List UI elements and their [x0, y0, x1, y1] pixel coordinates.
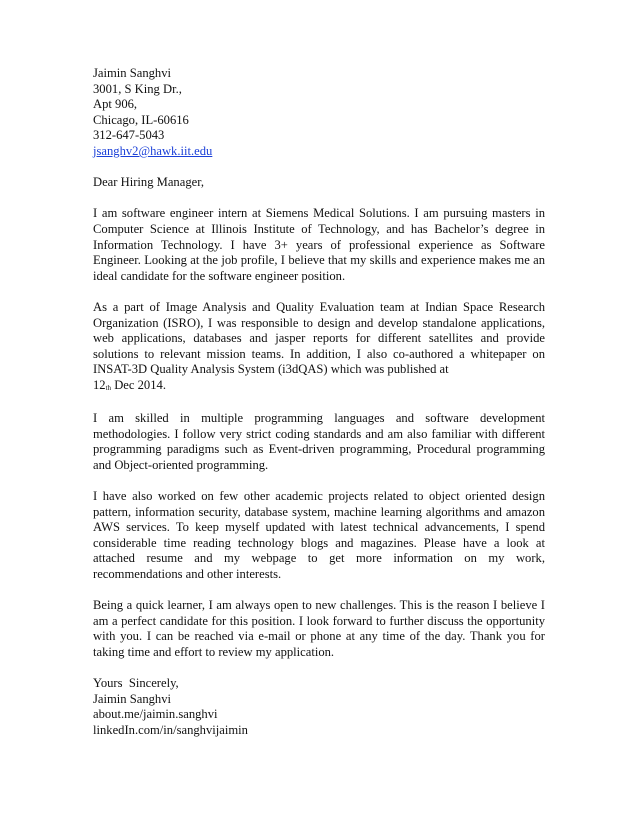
- paragraph-projects: I have also worked on few other academic projects related to object oriented design pattern, information security, database system, machine learning algorithms and amazon AWS services. To keep myself updated with latest technical advancements, I spend considerable time reading technology blogs and magazines. Please have a look at attached resume and my webpage to get more information on my work, recommendations and other interests.: [93, 489, 545, 581]
- sender-email-link[interactable]: jsanghv2@hawk.iit.edu: [93, 143, 213, 158]
- paragraph-isro: [93, 300, 545, 396]
- sender-street: 3001, S King Dr.,: [93, 81, 182, 96]
- paragraph-isro-text: As a part of Image Analysis and Quality Evaluation team at Indian Space Research Organization (ISRO), I was responsible to design and develop standalone applications, web applications, databases and jasper reports for different satellites and provide solutions to relevant mission teams. In addition, I also co-authored a whitepaper on INSAT-3D Quality Analysis System (i3dQAS) which was published at: [93, 299, 545, 377]
- paragraph-closing: Being a quick learner, I am always open to new challenges. This is the reason I believe I am a perfect candidate for this position. I look forward to further discuss the opportunity with you. I can be reached via e-mail or phone at any time of the day. Thank you for taking time and effort to review my application.: [93, 598, 545, 659]
- sender-city: Chicago, IL-60616: [93, 112, 189, 127]
- salutation: Dear Hiring Manager,: [93, 175, 205, 190]
- cover-letter: [93, 66, 545, 739]
- signer-name: Jaimin Sanghvi: [93, 691, 172, 706]
- signature-block: [93, 676, 545, 738]
- valediction: Yours Sincerely,: [93, 676, 179, 691]
- sender-phone: 312-647-5043: [93, 128, 165, 143]
- paragraph-skills: I am skilled in multiple programming languages and software development methodologies. I follow very strict coding standards and am also familiar with different programming paradigms such as Event-driven programming, Procedural programming and Object-oriented programming.: [93, 411, 545, 472]
- publication-date-tail: Dec 2014.: [114, 377, 166, 392]
- publication-day-ordinal: th: [105, 383, 112, 392]
- publication-day: 12: [93, 377, 106, 392]
- paragraph-intro: I am software engineer intern at Siemens Medical Solutions. I am pursuing masters in Computer Science at Illinois Institute of Technology, and has Bachelor’s degree in Information Technology. I have 3+ years of professional experience as Software Engineer. Looking at the job profile, I believe that my skills and experience makes me an ideal candidate for the software engineer position.: [93, 206, 545, 283]
- sender-apt: Apt 906,: [93, 97, 138, 112]
- sender-address-block: [93, 66, 545, 160]
- website-link[interactable]: about.me/jaimin.sanghvi: [93, 707, 218, 722]
- sender-name: Jaimin Sanghvi: [93, 66, 172, 80]
- linkedin-link[interactable]: linkedIn.com/in/sanghvijaimin: [93, 722, 248, 737]
